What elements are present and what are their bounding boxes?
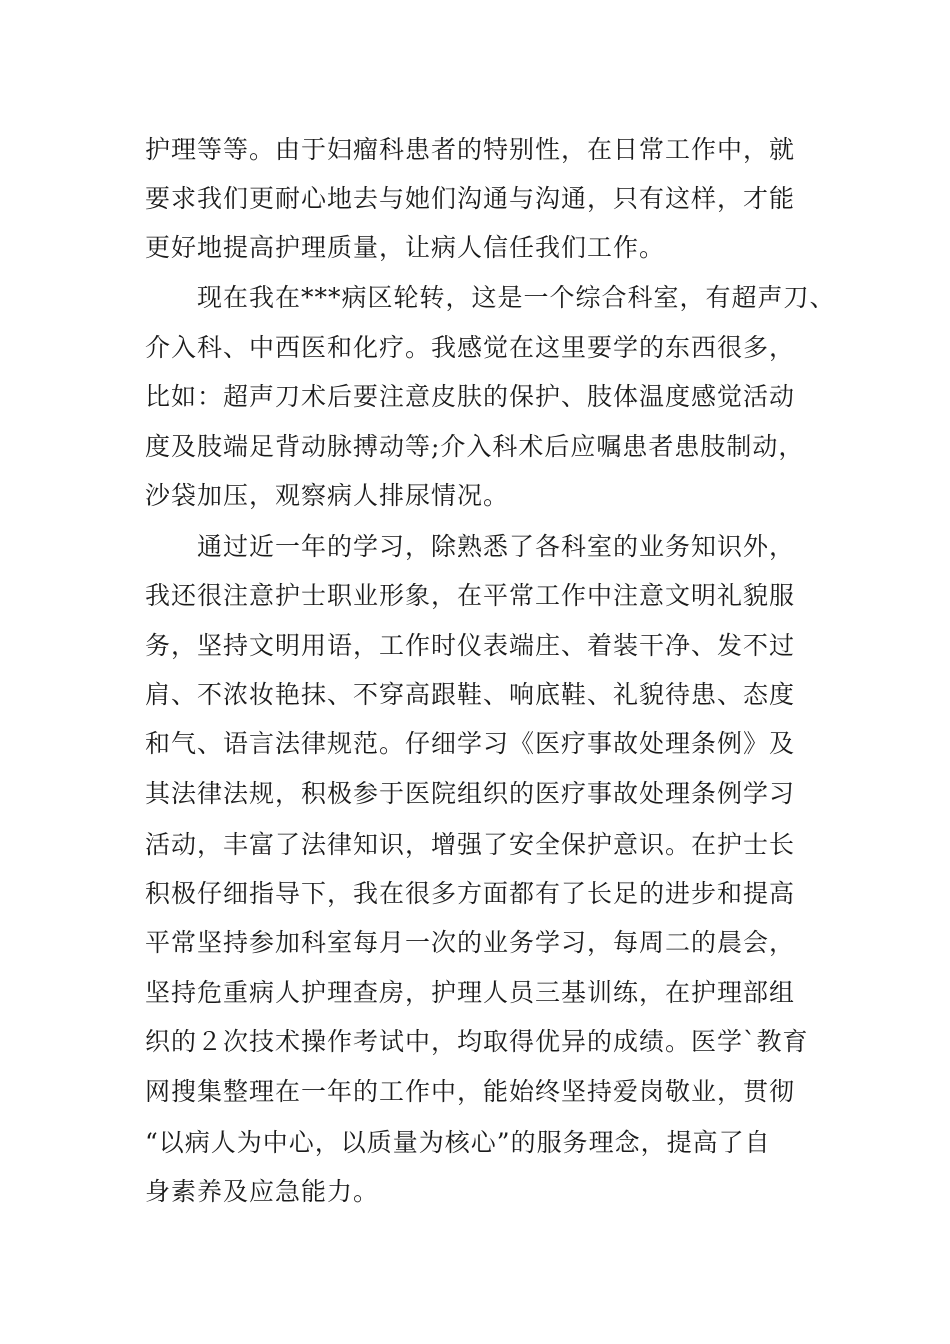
text-line: 沙袋加压，观察病人排尿情况。 [145,481,510,510]
text-line: 平常坚持参加科室每月一次的业务学习，每周二的晨会， [145,928,796,957]
text-line: 务，坚持文明用语，工作时仪表端庄、着装干净、发不过 [145,631,796,660]
text-line: 更好地提高护理质量，让病人信任我们工作。 [145,233,666,262]
text-line: 肩、不浓妆艳抹、不穿高跟鞋、响底鞋、礼貌待患、态度 [145,680,796,709]
text-line: 织的２次技术操作考试中，均取得优异的成绩。医学`教育 [145,1027,809,1056]
text-line: 护理等等。由于妇瘤科患者的特别性，在日常工作中，就 [145,135,796,164]
text-line: 其法律法规，积极参于医院组织的医疗事故处理条例学习 [145,779,796,808]
text-line: 和气、语言法律规范。仔细学习《医疗事故处理条例》及 [145,729,796,758]
text-line: 身素养及应急能力。 [145,1177,380,1206]
text-line: 坚持危重病人护理查房，护理人员三基训练，在护理部组 [145,978,796,1007]
text-line: 我还很注意护士职业形象，在平常工作中注意文明礼貌服 [145,581,796,610]
text-line: 比如：超声刀术后要注意皮肤的保护、肢体温度感觉活动 [145,382,796,411]
text-line: “以病人为中心，以质量为核心”的服务理念，提高了自 [145,1128,771,1157]
text-line: 积极仔细指导下，我在很多方面都有了长足的进步和提高 [145,879,796,908]
text-line: 活动，丰富了法律知识，增强了安全保护意识。在护士长 [145,830,796,859]
text-line: 要求我们更耐心地去与她们沟通与沟通，只有这样，才能 [145,184,796,213]
paragraph-start-line: 现在我在***病区轮转，这是一个综合科室，有超声刀、 [197,283,836,312]
paragraph-start-line: 通过近一年的学习，除熟悉了各科室的业务知识外， [197,532,796,561]
text-line: 网搜集整理在一年的工作中，能始终坚持爱岗敬业，贯彻 [145,1077,796,1106]
text-line: 介入科、中西医和化疗。我感觉在这里要学的东西很多， [145,333,796,362]
text-line: 度及肢端足背动脉搏动等;介入科术后应嘱患者患肢制动， [145,432,805,461]
